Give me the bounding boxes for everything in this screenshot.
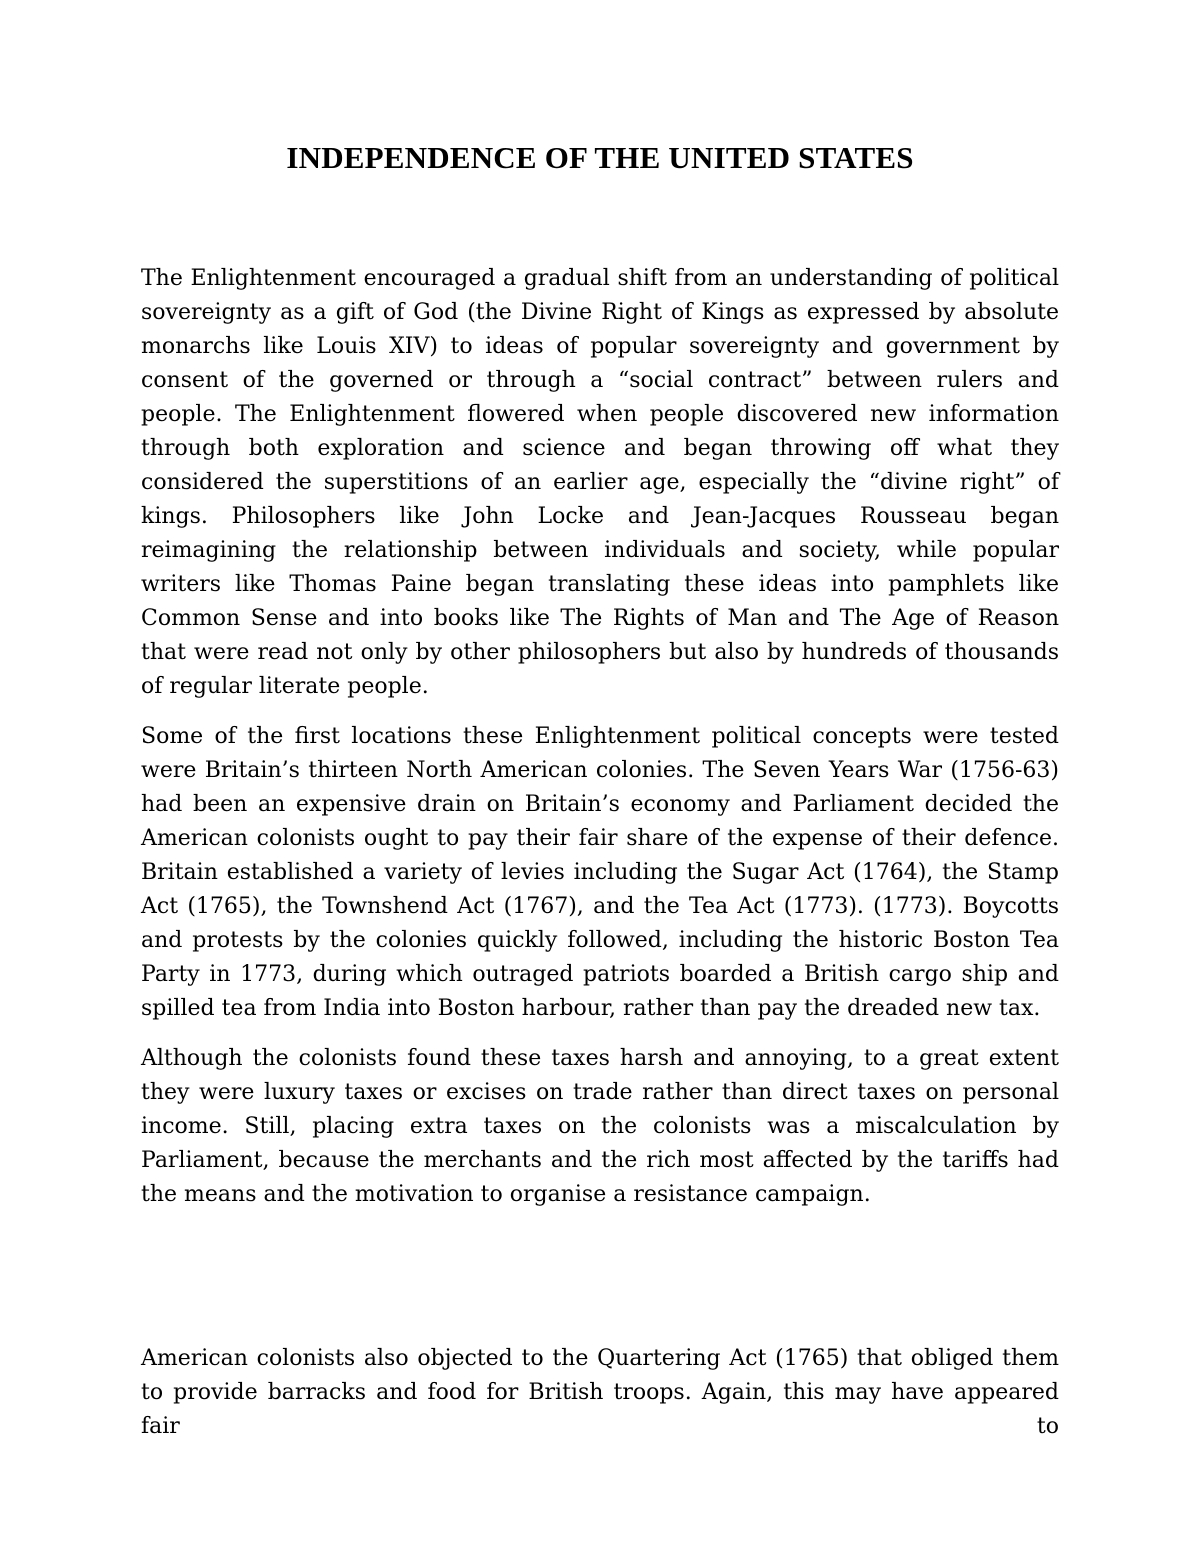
paragraph-quartering-act: American colonists also objected to the Quartering Act (1765) that obliged them to provide barracks and food for British troops. Again, this may have appeared fair to [141,1346,1059,1439]
paragraph-colonies: Some of the first locations these Enlightenment political concepts were tested were Britain’s thirteen North American colonies. The Seven Years War (1756-63) had been an expensive drain on Britain’s economy and Parliament decided the American colonists ought to pay their fair share of the expense of their defence. Britain established a variety of levies including the Sugar Act (1764), the Stamp Act (1765), the Townshend Act (1767), and the Tea Act (1773). (1773). Boycotts and protests by the colonies quickly followed, including the historic Boston Tea Party in 1773, during which outraged patriots boarded a British cargo ship and spilled tea from India into Boston harbour, rather than pay the dreaded new tax. [141,724,1059,1021]
paragraph-enlightenment: The Enlightenment encouraged a gradual shift from an understanding of political sovereignty as a gift of God (the Divine Right of Kings as expressed by absolute monarchs like Louis XIV) to ideas of popular sovereignty and government by consent of the governed or through a “social contract” between rulers and people. The Enlightenment flowered when people discovered new information through both exploration and science and began throwing off what they considered the superstitions of an earlier age, especially the “divine right” of kings. Philosophers like John Locke and Jean-Jacques Rousseau began reimagining the relationship between individuals and society, while popular writers like Thomas Paine began translating these ideas into pamphlets like Common Sense and into books like The Rights of Man and The Age of Reason that were read not only by other philosophers but also by hundreds of thousands of regular literate people. [141,266,1059,699]
paragraph-taxes: Although the colonists found these taxes harsh and annoying, to a great extent they were luxury taxes or excises on trade rather than direct taxes on personal income. Still, placing extra taxes on the colonists was a miscalculation by Parliament, because the merchants and the rich most affected by the tariffs had the means and the motivation to organise a resistance campaign. [141,1046,1059,1207]
document-body [141,262,1059,1444]
page-title: INDEPENDENCE OF THE UNITED STATES [286,140,914,175]
